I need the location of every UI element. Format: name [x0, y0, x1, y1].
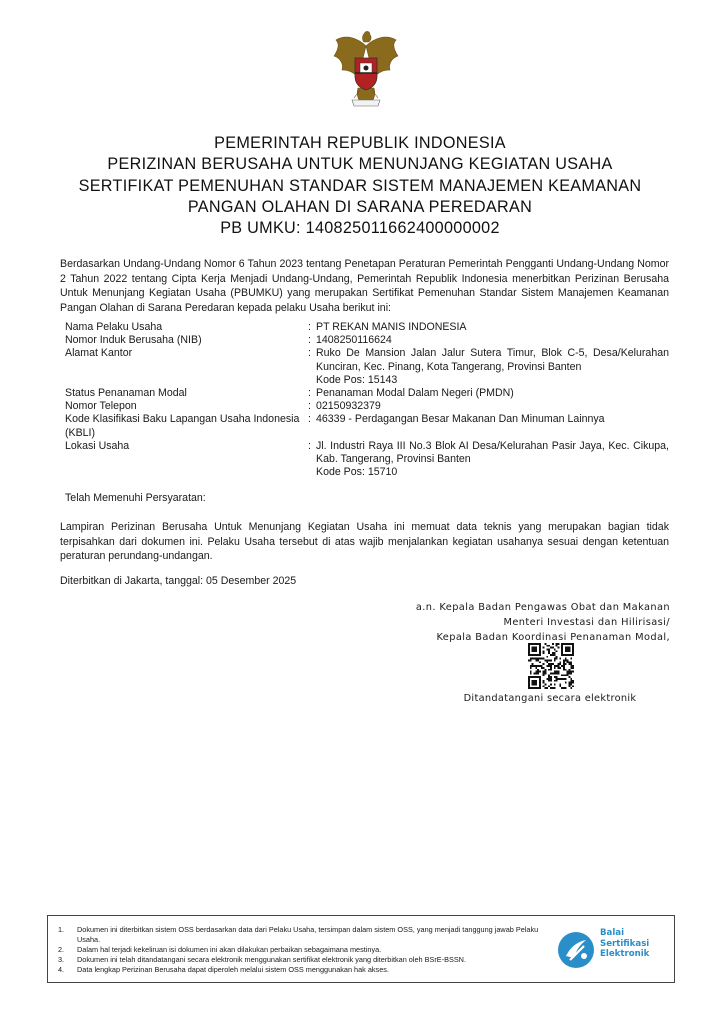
- footer-note-text: Dokumen ini diterbitkan sistem OSS berdasarkan data dari Pelaku Usaha, tersimpan dalam sistem OSS, yang menjadi tanggung jawab Pelaku Usaha.: [77, 925, 539, 944]
- detail-value-line: Kode Pos: 15143: [316, 373, 398, 386]
- detail-value-line: Jl. Industri Raya III No.3 Blok AI Desa/Kelurahan Pasir Jaya, Kec. Cikupa,: [316, 439, 669, 452]
- detail-label: Kode Klasifikasi Baku Lapangan Usaha Indonesia: [65, 413, 300, 426]
- footer-note: [58, 945, 548, 955]
- business-details: [65, 321, 669, 479]
- issued-place-date: Diterbitkan di Jakarta, tanggal: 05 Desember 2025: [60, 575, 297, 587]
- detail-row-nama: [65, 321, 669, 334]
- detail-value: Penanaman Modal Dalam Negeri (PMDN): [316, 387, 514, 400]
- footer-note: [58, 965, 548, 975]
- detail-label: Nomor Telepon: [65, 400, 137, 413]
- bsre-logo: [556, 926, 668, 974]
- colon: :: [308, 439, 311, 452]
- signer-line: a.n. Kepala Badan Pengawas Obat dan Makanan: [415, 602, 670, 613]
- signer-line: Kepala Badan Koordinasi Penanaman Modal,: [436, 631, 670, 643]
- colon: :: [308, 334, 311, 347]
- attachment-paragraph: Lampiran Perizinan Berusaha Untuk Menunjang Kegiatan Usaha ini memuat data teknis yang merupakan bagian tidak terpisahkan dari dokumen ini. Pelaku Usaha tersebut di atas wajib menjalankan kegiatan usahanya sesuai dengan ketentuan peraturan perundang-undangan.: [60, 521, 669, 563]
- detail-row-lokasi: [65, 440, 669, 480]
- header-certificate-title-cont: PANGAN OLAHAN DI SARANA PEREDARAN: [187, 197, 533, 216]
- signer-line: Menteri Investasi dan Hilirisasi/: [503, 616, 670, 628]
- colon: :: [308, 347, 311, 360]
- footer-note-text: Data lengkap Perizinan Berusaha dapat diperoleh melalui sistem OSS menggunakan hak akses.: [77, 964, 389, 974]
- bsre-logo-icon: [556, 930, 596, 970]
- document-header: [40, 133, 680, 239]
- detail-value-line: Kode Pos: 15710: [316, 466, 398, 479]
- footer-note-number: 4.: [58, 964, 65, 974]
- detail-row-kbli: [65, 413, 669, 439]
- bsre-line: Sertifikasi: [600, 938, 650, 949]
- requirements-heading: Telah Memenuhi Persyaratan:: [65, 492, 206, 504]
- detail-row-status: [65, 387, 669, 400]
- bsre-line: Balai: [600, 928, 625, 938]
- detail-label: Lokasi Usaha: [65, 439, 130, 452]
- header-certificate-title: SERTIFIKAT PEMENUHAN STANDAR SISTEM MANAJEMEN KEAMANAN: [78, 176, 642, 195]
- detail-row-telepon: [65, 400, 669, 413]
- signed-electronically: Ditandatangani secara elektronik: [463, 693, 637, 704]
- footer-note-number: 1.: [58, 925, 65, 934]
- colon: :: [308, 400, 311, 413]
- footer-notes-list: [58, 925, 548, 975]
- footer-note-number: 3.: [58, 954, 65, 964]
- garuda-emblem-icon: [328, 28, 404, 114]
- footer-note-number: 2.: [58, 944, 65, 954]
- detail-label: Alamat Kantor: [65, 347, 133, 360]
- footer-note: [58, 925, 548, 945]
- footer-note: [58, 955, 548, 965]
- colon: :: [308, 387, 311, 400]
- header-government: PEMERINTAH REPUBLIK INDONESIA: [214, 134, 506, 152]
- qr-code-icon: [528, 643, 574, 689]
- detail-label: Status Penanaman Modal: [65, 387, 187, 400]
- detail-value-line: Ruko De Mansion Jalan Jalur Sutera Timur, Blok C-5, Desa/Kelurahan: [316, 347, 669, 360]
- detail-row-nib: [65, 334, 669, 347]
- detail-value: 46339 - Perdagangan Besar Makanan Dan Minuman Lainnya: [316, 413, 605, 426]
- footer-note-text: Dalam hal terjadi kekeliruan isi dokumen ini akan dilakukan perbaikan sebagaimana mestinya.: [77, 944, 382, 954]
- detail-value: 1408250116624: [316, 334, 392, 347]
- colon: :: [308, 413, 311, 426]
- intro-paragraph: Berdasarkan Undang-Undang Nomor 6 Tahun 2023 tentang Penetapan Peraturan Pemerintah Pengganti Undang-Undang Nomor 2 Tahun 2022 tentang Cipta Kerja Menjadi Undang-Undang, Pemerintah Republik Indonesia menerbitkan Perizinan Berusaha Untuk Menunjang Kegiatan Usaha (PBUMKU) yang merupakan Sertifikat Pemenuhan Standar Sistem Manajemen Keamanan Pangan Olahan di Sarana Peredaran kepada pelaku Usaha berikut ini:: [60, 258, 669, 314]
- detail-label: (KBLI): [65, 426, 96, 439]
- detail-label: Nama Pelaku Usaha: [65, 321, 163, 333]
- detail-label: Nomor Induk Berusaha (NIB): [65, 334, 202, 347]
- detail-value-line: Kunciran, Kec. Pinang, Kota Tangerang, Provinsi Banten: [316, 360, 582, 373]
- detail-value: PT REKAN MANIS INDONESIA: [316, 321, 467, 333]
- colon: :: [308, 321, 311, 333]
- detail-value-line: Kab. Tangerang, Provinsi Banten: [316, 453, 471, 466]
- footer-note-text: Dokumen ini telah ditandatangani secara elektronik menggunakan sertifikat elektronik yang diterbitkan oleh BSrE-BSSN.: [77, 954, 466, 964]
- signer-block: [400, 601, 670, 645]
- detail-row-alamat: [65, 347, 669, 387]
- header-permit-type: PERIZINAN BERUSAHA UNTUK MENUNJANG KEGIATAN USAHA: [107, 155, 613, 174]
- footer-notes-box: [47, 915, 675, 983]
- detail-value: 02150932379: [316, 400, 381, 413]
- header-pb-umku: PB UMKU: 140825011662400000002: [220, 219, 500, 238]
- bsre-line: Elektronik: [600, 949, 650, 959]
